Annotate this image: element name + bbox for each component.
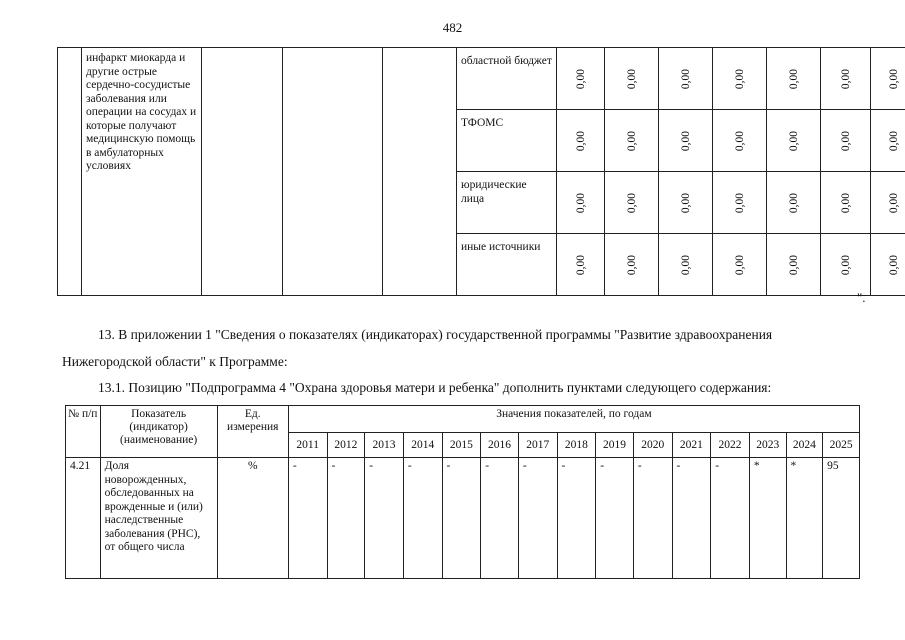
funding-row	[58, 48, 905, 110]
funding-value-text: 0,00	[839, 192, 852, 213]
year-value: -	[518, 458, 557, 579]
funding-value	[659, 234, 713, 296]
funding-value	[767, 110, 821, 172]
funding-value	[821, 48, 871, 110]
year-value: -	[365, 458, 404, 579]
page-number: 482	[442, 20, 463, 35]
funding-source: юридические лица	[457, 172, 557, 234]
year-value: *	[786, 458, 823, 579]
year-value: -	[481, 458, 519, 579]
funding-source: иные источники	[457, 234, 557, 296]
funding-value-text: 0,00	[625, 68, 638, 89]
funding-value	[557, 172, 605, 234]
year-value: -	[596, 458, 634, 579]
funding-value	[821, 172, 871, 234]
funding-value	[713, 110, 767, 172]
description-cell: инфаркт миокарда и другие острые сердечно-сосудистые заболевания или операции на сосудах и которые получают медицинскую помощь в амбулаторных условиях	[82, 48, 202, 296]
year-header: 2024	[786, 433, 823, 458]
funding-value	[659, 48, 713, 110]
funding-value-text: 0,00	[679, 192, 692, 213]
funding-value	[659, 172, 713, 234]
year-header: 2016	[481, 433, 519, 458]
closing-quote: ".	[857, 290, 866, 305]
funding-value-text: 0,00	[839, 68, 852, 89]
year-header: 2014	[403, 433, 442, 458]
year-value: -	[672, 458, 711, 579]
year-value: -	[442, 458, 481, 579]
year-header: 2015	[442, 433, 481, 458]
year-value: -	[327, 458, 365, 579]
funding-value-text: 0,00	[839, 254, 852, 275]
year-header: 2017	[518, 433, 557, 458]
year-value: -	[711, 458, 750, 579]
funding-value-text: 0,00	[888, 68, 900, 89]
funding-value	[605, 48, 659, 110]
empty-cell	[383, 48, 457, 296]
header-number: № п/п	[66, 406, 101, 458]
year-header: 2012	[327, 433, 365, 458]
year-value: *	[749, 458, 786, 579]
funding-value-text: 0,00	[574, 254, 587, 275]
funding-value-text: 0,00	[733, 68, 746, 89]
header-indicator-name: Показатель (индикатор) (наименование)	[100, 406, 217, 458]
empty-cell	[58, 48, 82, 296]
year-header: 2013	[365, 433, 404, 458]
empty-cell	[202, 48, 283, 296]
funding-source: ТФОМС	[457, 110, 557, 172]
funding-value-text: 0,00	[787, 130, 800, 151]
year-value: -	[403, 458, 442, 579]
funding-value-text: 0,00	[733, 254, 746, 275]
funding-table	[57, 47, 905, 296]
funding-value	[767, 234, 821, 296]
row-unit: %	[217, 458, 288, 579]
row-indicator-name: Доля новорожденных, обследованных на врожденные и (или) наследственные заболевания (РНС), от общего числа	[100, 458, 217, 579]
paragraph-13-1: 13.1. Позицию "Подпрограмма 4 "Охрана здоровья матери и ребенка" дополнить пунктами следующего содержания:	[98, 380, 772, 395]
empty-cell	[283, 48, 383, 296]
funding-value-text: 0,00	[625, 130, 638, 151]
funding-value	[605, 110, 659, 172]
funding-value-text: 0,00	[574, 192, 587, 213]
row-number: 4.21	[66, 458, 101, 579]
year-value: -	[288, 458, 327, 579]
funding-source: областной бюджет	[457, 48, 557, 110]
funding-value	[871, 172, 905, 234]
funding-value-text: 0,00	[888, 254, 900, 275]
funding-value	[557, 48, 605, 110]
header-unit: Ед. измерения	[217, 406, 288, 458]
year-header: 2018	[557, 433, 596, 458]
header-values-by-year: Значения показателей, по годам	[288, 406, 859, 433]
funding-value	[767, 48, 821, 110]
funding-value-text: 0,00	[625, 192, 638, 213]
funding-value-text: 0,00	[679, 130, 692, 151]
funding-value-text: 0,00	[679, 68, 692, 89]
funding-value	[557, 110, 605, 172]
funding-value-text: 0,00	[574, 130, 587, 151]
funding-value	[821, 234, 871, 296]
funding-value-text: 0,00	[733, 192, 746, 213]
year-value: 95	[823, 458, 860, 579]
funding-value-text: 0,00	[888, 130, 900, 151]
funding-value-text: 0,00	[787, 254, 800, 275]
funding-value-text: 0,00	[787, 192, 800, 213]
funding-value-text: 0,00	[888, 192, 900, 213]
year-header: 2025	[823, 433, 860, 458]
funding-value	[713, 48, 767, 110]
funding-value	[713, 172, 767, 234]
year-header: 2011	[288, 433, 327, 458]
year-value: -	[633, 458, 672, 579]
funding-value	[605, 172, 659, 234]
funding-value	[659, 110, 713, 172]
funding-value	[871, 110, 905, 172]
funding-value	[605, 234, 659, 296]
funding-value	[871, 234, 905, 296]
funding-value-text: 0,00	[574, 68, 587, 89]
funding-value	[557, 234, 605, 296]
year-header: 2020	[633, 433, 672, 458]
year-header: 2021	[672, 433, 711, 458]
funding-value-text: 0,00	[733, 130, 746, 151]
year-header: 2019	[596, 433, 634, 458]
funding-value	[713, 234, 767, 296]
funding-value	[767, 172, 821, 234]
indicator-table	[65, 405, 860, 579]
funding-value	[821, 110, 871, 172]
year-header: 2023	[749, 433, 786, 458]
funding-value-text: 0,00	[625, 254, 638, 275]
funding-value-text: 0,00	[839, 130, 852, 151]
year-value: -	[557, 458, 596, 579]
year-header: 2022	[711, 433, 750, 458]
paragraph-13-line2: Нижегородской области" к Программе:	[62, 354, 288, 369]
paragraph-13-line1: 13. В приложении 1 "Сведения о показателях (индикаторах) государственной программы "Развитие здравоохранения	[98, 327, 773, 342]
funding-value-text: 0,00	[787, 68, 800, 89]
funding-value	[871, 48, 905, 110]
funding-value-text: 0,00	[679, 254, 692, 275]
